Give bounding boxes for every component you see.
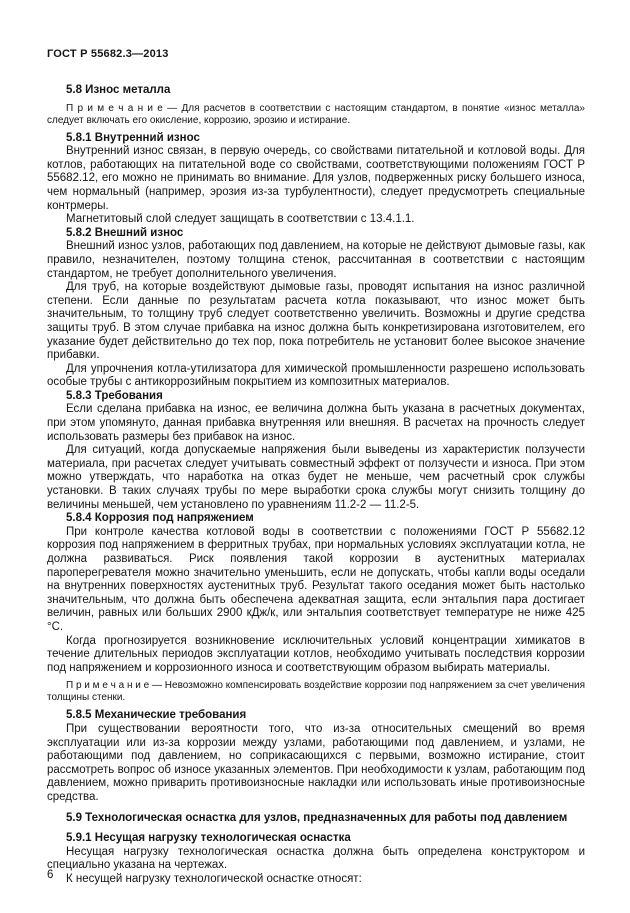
- heading-5-8: 5.8 Износ металла: [66, 84, 171, 96]
- heading-5-8-5: 5.8.5 Механические требования: [66, 709, 247, 722]
- paragraph: Для ситуаций, когда допускаемые напряжения были выведены из характеристик ползучести материала, при расчетах следует учитывать совместный эффект от ползучести и износа. При этом можно утверждать, что наработка на отказ будет не меньше, чем расчетный срок службы установки. В таких случаях трубы по мере выработки срока службы могут снизить толщину до величины меньшей, чем установлено по уравнениям 11.2-2 — 11.2-5.: [47, 444, 585, 511]
- paragraph: Внутренний износ связан, в первую очередь, со свойствами питательной и котловой воды. Для котлов, работающих на питательной воде со свойствами, соответствующими положениям ГОСТ Р 55682.12, его можно не принимать во внимание. Для узлов, подверженных риску большего износа, чем нормальный (например, эрозия из-за турбулентности), следует предусмотреть специальные контрмеры.: [47, 145, 585, 212]
- heading-5-8-4: 5.8.4 Коррозия под напряжением: [66, 512, 254, 525]
- paragraph: Для упрочнения котла-утилизатора для химической промышленности разрешено использовать особые трубы с антикоррозийным покрытием из композитных материалов.: [47, 362, 585, 389]
- page-number: 6: [47, 869, 54, 881]
- paragraph: Внешний износ узлов, работающих под давлением, на которые не действуют дымовые газы, как правило, незначителен, поэтому толщина стенок, рассчитанная в соответствии с настоящим стандартом, не требует дополнительного увеличения.: [47, 240, 585, 280]
- heading-5-8-3: 5.8.3 Требования: [66, 389, 163, 402]
- paragraph: При контроле качества котловой воды в соответствии с положениями ГОСТ Р 55682.12 коррозия под напряжением в ферритных трубах, при нормальных условиях эксплуатации котла, не должна развиваться. Риск появления такой коррозии в аустенитных материалах пароперегревателя можно значительно уменьшить, если не допускать, чтобы капли воды оседали на внутренних поверхностях аустенитных труб. Результат такого оседания может быть настолько значительным, что должна быть обеспечена адекватная защита, если энтальпия пара достигает величин, равных или больших 2900 кДж/к, или энтальпия соответствует температуре не ниже 425 °С.: [47, 525, 585, 633]
- heading-5-8-2: 5.8.2 Внешний износ: [66, 226, 184, 239]
- document-header: ГОСТ Р 55682.3—2013: [47, 48, 169, 60]
- heading-5-9-1: 5.9.1 Несущая нагрузку технологическая оснастка: [66, 832, 351, 845]
- paragraph: К несущей нагрузку технологической оснастке относят:: [66, 872, 362, 885]
- document-body: [47, 84, 585, 886]
- paragraph: При существовании вероятности того, что из-за относительных смещений во время эксплуатации или из-за коррозии между узлами, работающими под давлением, и узлами, не работающими под давлением, но соприкасающихся с первыми, возможно истирание, стоит рассмотреть вопрос об износе указанных элементов. При необходимости к узлам, работающим под давлением, можно приварить противоизносные накладки или использовать иные противоизносные средства.: [47, 722, 585, 803]
- paragraph: Когда прогнозируется возникновение исключительных условий концентрации химикатов в течение длительных периодов эксплуатации котлов, необходимо учитывать последствия коррозии под напряжением и коррозионного износа и соответствующим образом выбирать материалы.: [47, 634, 585, 674]
- note-paragraph: П р и м е ч а н и е — Для расчетов в соответствии с настоящим стандартом, в понятие «износ металла» следует включать его окисление, коррозию, эрозию и истирание.: [47, 102, 585, 126]
- paragraph: Несущая нагрузку технологическая оснастка должна быть определена конструктором и специально указана на чертежах.: [47, 845, 585, 872]
- paragraph: Для труб, на которые воздействуют дымовые газы, проводят испытания на износ различной степени. Если данные по результатам расчета котла показывают, что износ может быть значительным, то толщину труб следует соответственно увеличить. Возможны и другие средства защиты труб. В этом случае прибавка на износ должна быть конкретизирована изготовителем, его указание будет действительно до тех пор, пока потребитель не установит более высокое значение прибавки.: [47, 281, 585, 362]
- paragraph: Если сделана прибавка на износ, ее величина должна быть указана в расчетных документах, при этом упомянуто, данная прибавка внутренняя или внешняя. В расчетах на прочность следует использовать размеры без прибавок на износ.: [47, 403, 585, 443]
- paragraph: Магнетитовый слой следует защищать в соответствии с 13.4.1.1.: [66, 213, 415, 226]
- note-paragraph: П р и м е ч а н и е — Невозможно компенсировать воздействие коррозии под напряжением за счет увеличения толщины стенки.: [47, 680, 585, 704]
- heading-5-8-1: 5.8.1 Внутренний износ: [66, 131, 200, 144]
- heading-5-9: 5.9 Технологическая оснастка для узлов, предназначенных для работы под давлением: [66, 811, 568, 824]
